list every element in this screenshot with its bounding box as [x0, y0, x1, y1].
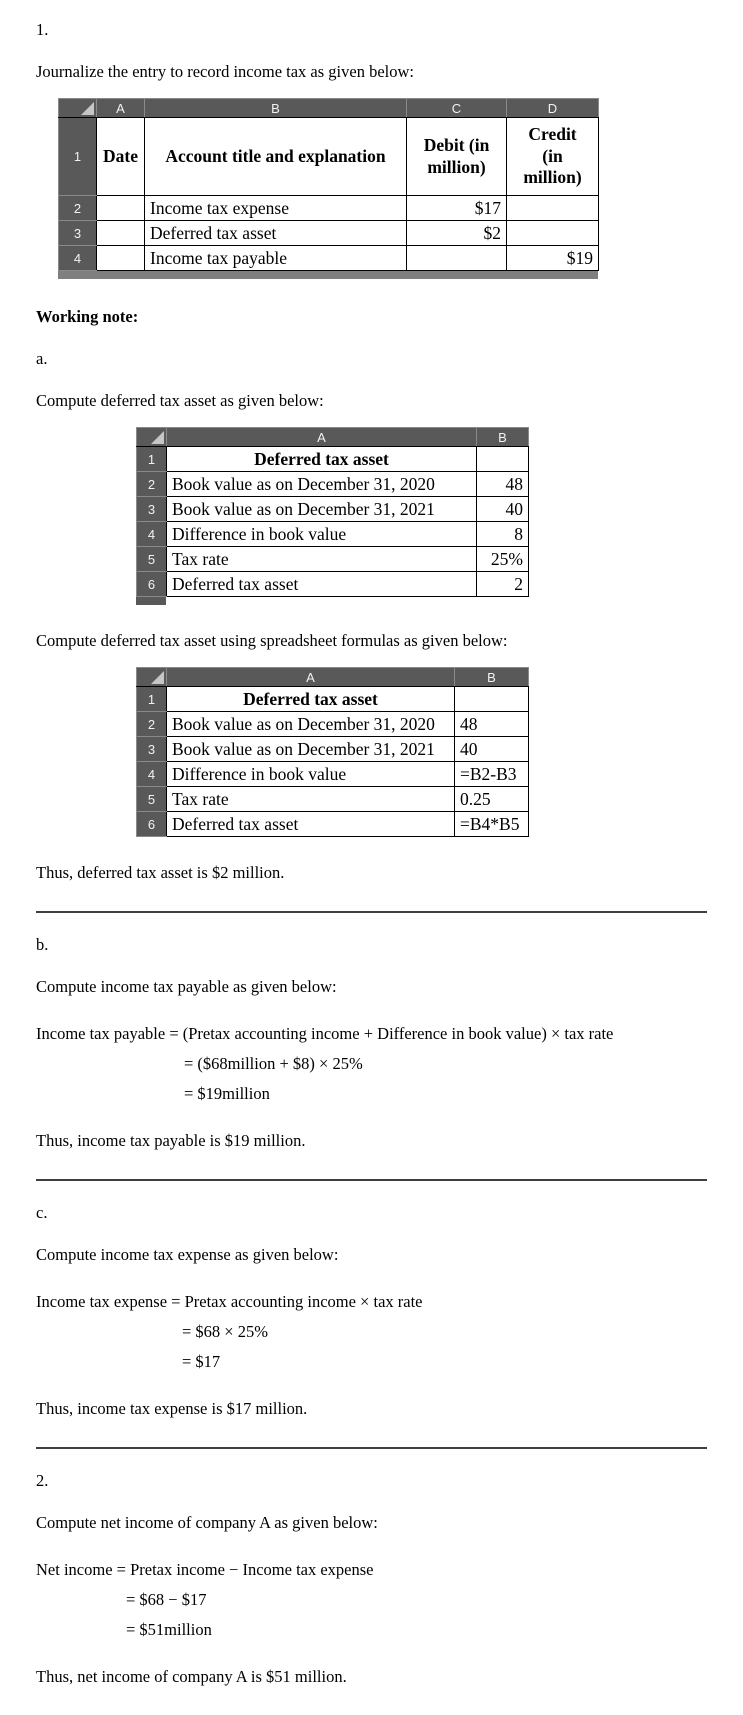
dtaf-row-book-value-2020: [137, 712, 529, 737]
row-header-1: 1: [59, 118, 97, 196]
part-a-conclusion: Thus, deferred tax asset is $2 million.: [36, 863, 285, 882]
formula-line-1: Net income = Pretax income − Income tax expense: [36, 1560, 374, 1579]
formula-line-1: Income tax expense = Pretax accounting income × tax rate: [36, 1292, 423, 1311]
dtaf-label-5: Tax rate: [167, 787, 455, 812]
row-header-1: 1: [137, 687, 167, 712]
dta-value-4: 8: [477, 522, 529, 547]
cell-credit-row2: [507, 196, 599, 221]
header-cell-debit: Debit (in million): [407, 118, 507, 196]
cell-debit-row2: $17: [407, 196, 507, 221]
deferred-tax-asset-formula-spreadsheet: [136, 667, 707, 837]
question-1-label: 1.: [36, 20, 49, 39]
part-c-intro: Compute income tax expense as given below:: [36, 1245, 339, 1264]
cell-debit-row4: [407, 246, 507, 271]
formula-line-1: Income tax payable = (Pretax accounting income + Difference in book value) × tax rate: [36, 1024, 614, 1043]
cell-date-row3: [97, 221, 145, 246]
dtaf-value-2: 48: [455, 712, 529, 737]
dta-row-result: [137, 572, 529, 597]
formula-line-2: = ($68million + $8) × 25%: [184, 1054, 363, 1073]
part-b-conclusion: Thus, income tax payable is $19 million.: [36, 1131, 306, 1150]
dta-label-2: Book value as on December 31, 2020: [167, 472, 477, 497]
column-header-b: B: [455, 668, 529, 687]
cell-date-row4: [97, 246, 145, 271]
row-header-2: 2: [137, 712, 167, 737]
dtaf-title-empty-cell: [455, 687, 529, 712]
net-income-calculation: [36, 1555, 707, 1645]
row-header-4: 4: [137, 522, 167, 547]
column-header-c: C: [407, 99, 507, 118]
cell-date-row2: [97, 196, 145, 221]
column-header-d: D: [507, 99, 599, 118]
select-all-corner: [137, 668, 167, 687]
dta-label-3: Book value as on December 31, 2021: [167, 497, 477, 522]
dta-value-3: 40: [477, 497, 529, 522]
q2-conclusion: Thus, net income of company A is $51 million.: [36, 1667, 347, 1686]
dtaf-label-2: Book value as on December 31, 2020: [167, 712, 455, 737]
partial-next-row-strip: [58, 271, 598, 279]
part-a-intro: Compute deferred tax asset as given below:: [36, 391, 324, 410]
cell-account-row4: Income tax payable: [145, 246, 407, 271]
q2-intro-text: Compute net income of company A as given below:: [36, 1513, 378, 1532]
cell-account-row3: Deferred tax asset: [145, 221, 407, 246]
dta-row-tax-rate: [137, 547, 529, 572]
dta-title-empty-cell: [477, 447, 529, 472]
journal-row-deferred-tax-asset: [59, 221, 599, 246]
income-tax-payable-calculation: [36, 1019, 707, 1109]
dta-column-header-row: [137, 428, 529, 447]
row-header-2: 2: [137, 472, 167, 497]
cell-credit-row4: $19: [507, 246, 599, 271]
part-c-label: c.: [36, 1203, 48, 1222]
dtaf-label-6: Deferred tax asset: [167, 812, 455, 837]
dta-title-row: [137, 447, 529, 472]
row-header-2: 2: [59, 196, 97, 221]
dtaf-value-5: 0.25: [455, 787, 529, 812]
dtaf-value-3: 40: [455, 737, 529, 762]
q1-intro-text: Journalize the entry to record income tax as given below:: [36, 62, 414, 81]
dtaf-label-4: Difference in book value: [167, 762, 455, 787]
row-header-4: 4: [137, 762, 167, 787]
part-b-intro: Compute income tax payable as given below:: [36, 977, 337, 996]
dtaf-row-result: [137, 812, 529, 837]
column-header-a: A: [97, 99, 145, 118]
formula-line-2: = $68 × 25%: [182, 1322, 268, 1341]
journal-header-row: [59, 118, 599, 196]
header-cell-date: Date: [97, 118, 145, 196]
row-header-6: 6: [137, 812, 167, 837]
working-note-heading: Working note:: [36, 307, 139, 326]
select-all-triangle-icon: [151, 431, 164, 444]
formula-line-3: = $19million: [184, 1084, 270, 1103]
deferred-tax-asset-spreadsheet: [136, 427, 707, 605]
dta-formula-table: [136, 667, 529, 837]
select-all-triangle-icon: [81, 102, 94, 115]
row-header-3: 3: [137, 737, 167, 762]
column-header-a: A: [167, 668, 455, 687]
select-all-corner: [59, 99, 97, 118]
formula-line-2: = $68 − $17: [126, 1590, 207, 1609]
row-header-4: 4: [59, 246, 97, 271]
dta-row-book-value-2021: [137, 497, 529, 522]
column-header-b: B: [477, 428, 529, 447]
journal-row-income-tax-expense: [59, 196, 599, 221]
income-tax-expense-calculation: [36, 1287, 707, 1377]
section-divider: [36, 1447, 707, 1449]
row-header-5: 5: [137, 787, 167, 812]
dta-label-6: Deferred tax asset: [167, 572, 477, 597]
dta-table: [136, 427, 529, 597]
column-header-a: A: [167, 428, 477, 447]
journal-column-header-row: [59, 99, 599, 118]
dtaf-value-4: =B2-B3: [455, 762, 529, 787]
formula-line-3: = $51million: [126, 1620, 212, 1639]
header-cell-account-title: Account title and explanation: [145, 118, 407, 196]
cell-credit-row3: [507, 221, 599, 246]
dtaf-column-header-row: [137, 668, 529, 687]
dtaf-row-difference: [137, 762, 529, 787]
select-all-triangle-icon: [151, 671, 164, 684]
dtaf-label-3: Book value as on December 31, 2021: [167, 737, 455, 762]
dtaf-title-cell: Deferred tax asset: [167, 687, 455, 712]
dta-value-5: 25%: [477, 547, 529, 572]
dta-title-cell: Deferred tax asset: [167, 447, 477, 472]
dta-value-2: 48: [477, 472, 529, 497]
row-header-3: 3: [59, 221, 97, 246]
formula-line-3: = $17: [182, 1352, 221, 1371]
row-header-3: 3: [137, 497, 167, 522]
part-a-intro-formulas: Compute deferred tax asset using spreadsheet formulas as given below:: [36, 631, 508, 650]
cell-account-row2: Income tax expense: [145, 196, 407, 221]
row-header-1: 1: [137, 447, 167, 472]
partial-next-row-strip: [136, 597, 166, 605]
header-cell-credit: Credit (in million): [507, 118, 599, 196]
journal-table: [58, 98, 599, 271]
question-2-label: 2.: [36, 1471, 49, 1490]
dtaf-value-6: =B4*B5: [455, 812, 529, 837]
dta-label-4: Difference in book value: [167, 522, 477, 547]
dta-label-5: Tax rate: [167, 547, 477, 572]
row-header-5: 5: [137, 547, 167, 572]
dtaf-title-row: [137, 687, 529, 712]
dta-row-difference: [137, 522, 529, 547]
cell-debit-row3: $2: [407, 221, 507, 246]
part-a-label: a.: [36, 349, 48, 368]
dtaf-row-tax-rate: [137, 787, 529, 812]
journal-row-income-tax-payable: [59, 246, 599, 271]
section-divider: [36, 911, 707, 913]
dta-row-book-value-2020: [137, 472, 529, 497]
column-header-b: B: [145, 99, 407, 118]
dta-value-6: 2: [477, 572, 529, 597]
section-divider: [36, 1179, 707, 1181]
part-b-label: b.: [36, 935, 49, 954]
dtaf-row-book-value-2021: [137, 737, 529, 762]
part-c-conclusion: Thus, income tax expense is $17 million.: [36, 1399, 308, 1418]
row-header-6: 6: [137, 572, 167, 597]
select-all-corner: [137, 428, 167, 447]
journal-entry-spreadsheet: [58, 98, 707, 279]
